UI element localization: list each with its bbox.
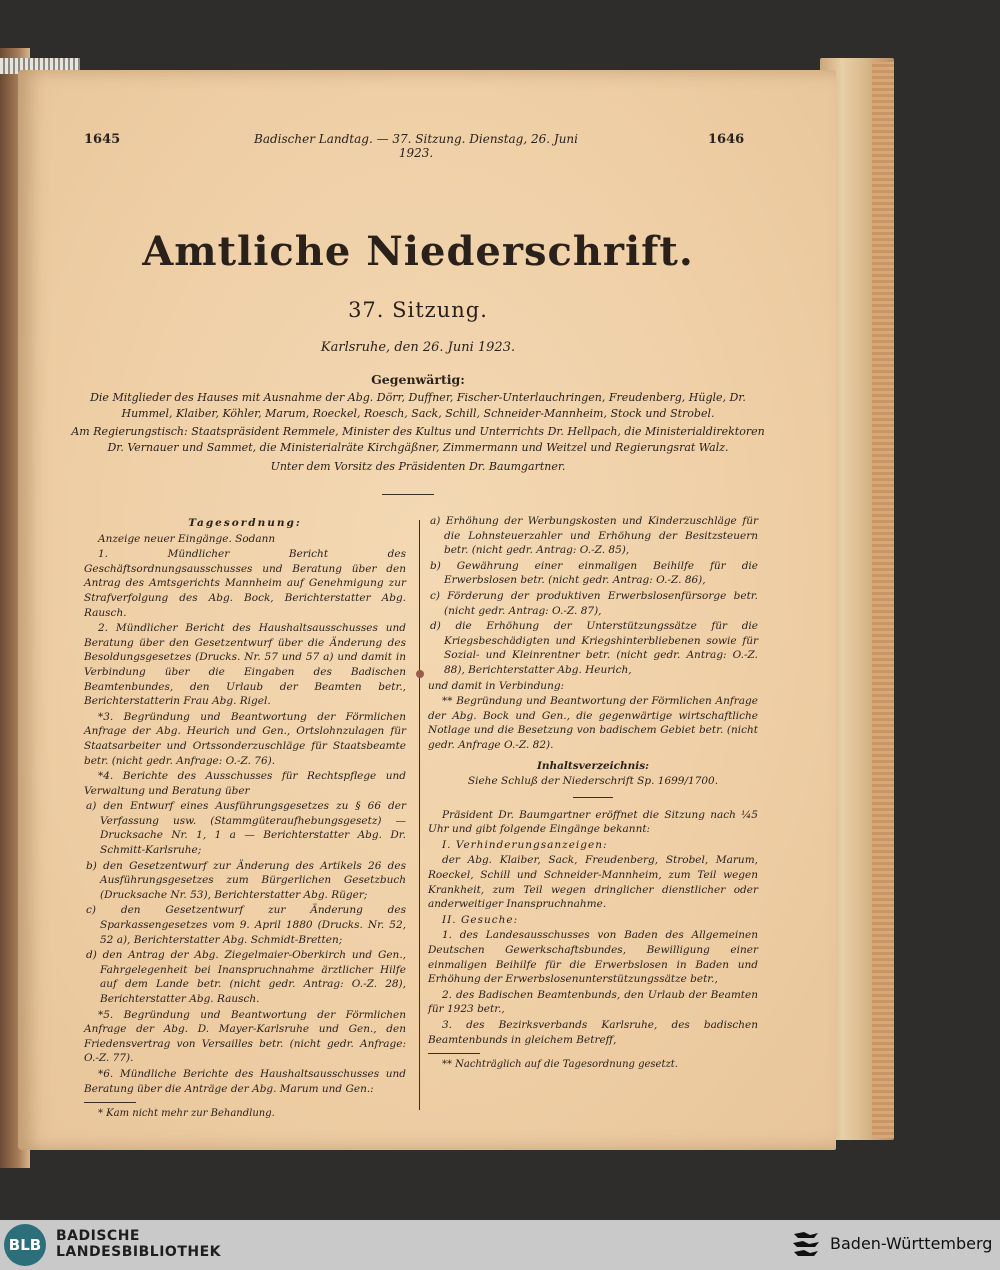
footnote-rule bbox=[84, 1102, 136, 1103]
running-title: Badischer Landtag. — 37. Sitzung. Dienstag, 26. Juni 1923. bbox=[254, 132, 578, 160]
agenda-item: 1. Mündlicher Bericht des Geschäftsordnungsausschusses und Beratung über den Antrag des Amtsgerichts Mannheim auf Genehmigung zur Strafverfolgung des Abg. Bock, Berichterstatter Abg. Rausch. bbox=[84, 548, 406, 619]
agenda-subitem: b) den Gesetzentwurf zur Änderung des Artikels 26 des Ausführungsgesetzes zum Bürgerlichen Gesetzbuch (Drucksache Nr. 53), Berichterstatter Abg. Rüger; bbox=[86, 859, 406, 901]
library-name-line1: BADISCHE bbox=[56, 1228, 140, 1244]
page-number-right: 1646 bbox=[708, 132, 745, 147]
agenda-intro: Anzeige neuer Eingänge. Sodann bbox=[98, 532, 276, 545]
petition-item: 2. des Badischen Beamtenbunds, den Urlaub der Beamten für 1923 betr., bbox=[428, 988, 758, 1016]
present-heading: Gegenwärtig: bbox=[371, 372, 465, 387]
petition-item: 3. des Bezirksverbands Karlsruhe, des badischen Beamtenbunds in gleichem Betreff, bbox=[428, 1019, 758, 1046]
left-column bbox=[84, 516, 406, 1123]
agenda-item: 2. Mündlicher Bericht des Haushaltsausschusses und Beratung über den Gesetzentwurf über die Änderung des Besoldungsgesetzes (Drucks. Nr. 57 und 57 a) und damit in Verbindung über die Eingaben des Badischen Beamtenbundes, den Urlaub der Beamten betr., Berichterstatterin Frau Abg. Rigel. bbox=[84, 622, 406, 708]
book-cover-edge bbox=[872, 62, 894, 1138]
lions-coat-of-arms-icon bbox=[790, 1228, 822, 1262]
library-name-line2: LANDESBIBLIOTHEK bbox=[56, 1244, 222, 1260]
agenda-item: *6. Mündliche Berichte des Haushaltsausschusses und Beratung über die Anträge der Abg. Marum und Gen.: bbox=[84, 1067, 406, 1095]
agenda-subitem: c) Förderung der produktiven Erwerbslosenfürsorge betr. (nicht gedr. Antrag: O.-Z. 87), bbox=[430, 589, 758, 617]
document-title: Amtliche Niederschrift. bbox=[142, 228, 694, 275]
present-members: Die Mitglieder des Hauses mit Ausnahme der Abg. Dörr, Duffner, Fischer-Unterlauchringen, Freudenberg, Hügle, Dr. Hummel, Klaiber, Köhler, Marum, Roeckel, Roesch, Sack, Schill, Schneider-Mannheim, Stock und Strobel. bbox=[90, 391, 746, 420]
agenda-heading: Tagesordnung: bbox=[188, 517, 302, 529]
agenda-subitem: c) den Gesetzentwurf zur Änderung des Sparkassengesetzes vom 9. April 1880 (Drucks. Nr. 52, 52 a), Berichterstatter Abg. Schmidt-Bretten; bbox=[86, 904, 406, 946]
agenda-subitem: a) Erhöhung der Werbungskosten und Kinderzuschläge für die Lohnsteuerzahler und Erhöhung der Besitzsteuern betr. (nicht gedr. Antrag: O.-Z. 85), bbox=[430, 515, 758, 557]
footnote: * Kam nicht mehr zur Behandlung. bbox=[98, 1108, 275, 1120]
divider bbox=[573, 797, 613, 798]
library-name[interactable] bbox=[56, 1228, 221, 1260]
connection-text: und damit in Verbindung: bbox=[428, 679, 565, 692]
agenda-subitem: a) den Entwurf eines Ausführungsgesetzes zu § 66 der Verfassung usw. (Stammgüteraufhebungsgesetz) — Drucksache Nr. 1, 1 a — Berichterstatter Abg. Dr. Schmitt-Karlsruhe; bbox=[86, 800, 406, 857]
document-page bbox=[18, 70, 836, 1150]
agenda-subitem: d) den Antrag der Abg. Ziegelmaier-Oberkirch und Gen., Fahrgelegenheit bei Inanspruchnahme ärztlicher Hilfe auf dem Lande betr. (nicht gedr. Antrag: O.-Z. 28), Berichterstatter Abg. Rausch. bbox=[86, 949, 406, 1005]
agenda-item: *5. Begründung und Beantwortung der Förmlichen Anfrage der Abg. D. Mayer-Karlsruhe und Gen., den Friedensvertrag von Versailles betr. (nicht gedr. Anfrage: O.-Z. 77). bbox=[84, 1008, 406, 1065]
state-name: Baden-Württemberg bbox=[830, 1234, 993, 1253]
library-stamp-dot bbox=[416, 670, 424, 678]
petition-item: 1. des Landesausschusses von Baden des Allgemeinen Deutschen Gewerkschaftsbundes, Bewilligung einer einmaligen Beihilfe für die Erwerbslosen in Baden und Erhöhung der Erwerbslosenunterstützungssätze betr., bbox=[428, 929, 758, 986]
chair-line: Unter dem Vorsitz des Präsidenten Dr. Baumgartner. bbox=[270, 460, 566, 473]
opening-text: Präsident Dr. Baumgartner eröffnet die Sitzung nach ¼5 Uhr und gibt folgende Eingänge bekannt: bbox=[428, 808, 758, 836]
footnote-rule bbox=[428, 1053, 480, 1054]
index-heading: Inhaltsverzeichnis: bbox=[536, 759, 650, 772]
footer-bar bbox=[0, 1220, 1000, 1270]
right-column bbox=[428, 514, 758, 1074]
agenda-subitem: d) die Erhöhung der Unterstützungssätze für die Kriegsbeschädigten und Kriegshinterbliebenen sowie für Sozial- und Kleinrentner betr. (nicht gedr. Antrag: O.-Z. 88), Berichterstatter Abg. Heurich, bbox=[430, 620, 758, 676]
agenda-item: *3. Begründung und Beantwortung der Förmlichen Anfrage der Abg. Heurich und Gen., Ortslohnzulagen für Staatsarbeiter und Ortssonderzuschläge für Staatsbeamte betr. (nicht gedr. Anfrage: O.-Z. 76). bbox=[84, 710, 406, 767]
agenda-item: *4. Berichte des Ausschusses für Rechtspflege und Verwaltung und Beratung über bbox=[84, 770, 406, 797]
agenda-item: ** Begründung und Beantwortung der Förmlichen Anfrage der Abg. Bock und Gen., die gegenwärtige wirtschaftliche Notlage und die Besetzung von badischem Gebiet betr. (nicht gedr. Anfrage O.-Z. 82). bbox=[428, 695, 758, 751]
place-date: Karlsruhe, den 26. Juni 1923. bbox=[320, 340, 516, 355]
footnote: ** Nachträglich auf die Tagesordnung gesetzt. bbox=[442, 1059, 678, 1071]
section-heading: I. Verhinderungsanzeigen: bbox=[442, 838, 608, 851]
agenda-subitem: b) Gewährung einer einmaligen Beihilfe für die Erwerbslosen betr. (nicht gedr. Antrag: O.-Z. 86), bbox=[430, 559, 758, 587]
page-number-left: 1645 bbox=[84, 132, 121, 147]
blb-logo[interactable]: BLB bbox=[4, 1224, 46, 1266]
section-text: der Abg. Klaiber, Sack, Freudenberg, Strobel, Marum, Roeckel, Schill und Schneider-Mannheim, zum Teil wegen Krankheit, zum Teil wegen dringlicher dienstlicher oder anderweitiger Inanspruchnahme. bbox=[428, 854, 758, 911]
column-separator bbox=[419, 520, 420, 1110]
divider bbox=[382, 494, 434, 495]
index-text: Siehe Schluß der Niederschrift Sp. 1699/1700. bbox=[467, 775, 719, 788]
section-heading: II. Gesuche: bbox=[442, 913, 519, 926]
session-title: 37. Sitzung. bbox=[348, 298, 488, 322]
government-bench: Am Regierungstisch: Staatspräsident Remmele, Minister des Kultus und Unterrichts Dr. Hellpach, die Ministerialdirektoren Dr. Vernauer und Sammet, die Ministerialräte Kirchgäßner, Zimmermann und Weitzel und Regierungsrat Walz. bbox=[71, 425, 765, 454]
page-content bbox=[18, 70, 836, 1150]
